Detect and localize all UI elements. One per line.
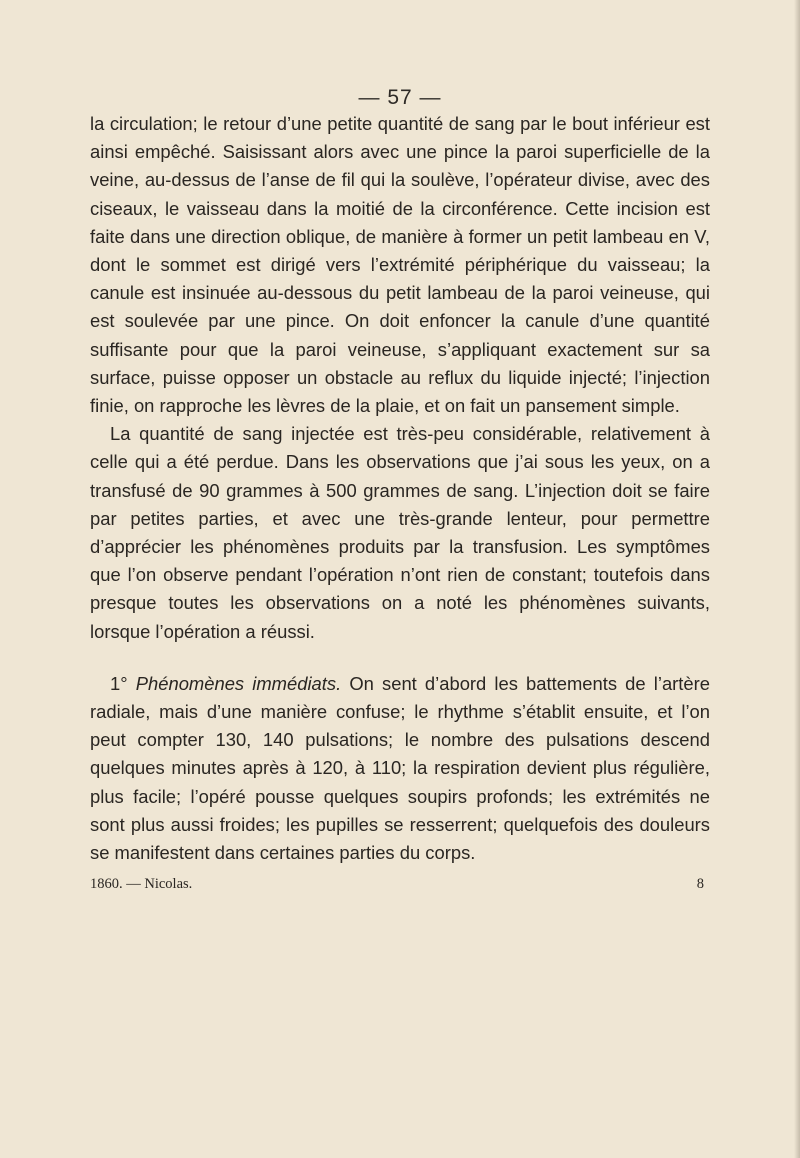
page-edge-shadow: [794, 0, 800, 1158]
section-number: 1°: [110, 672, 128, 694]
section-paragraph: [90, 670, 710, 867]
section-text: On sent d’abord les battements de l’artère radiale, mais d’une manière confuse; le rhythme s’établit ensuite, et l’on peut compter 130, 140 pulsations; le nombre des pulsations descend quelques minutes après à 120, à 110; la respiration devient plus régulière, plus facile; l’opéré pousse quelques soupirs profonds; les extrémités ne sont plus aussi froides; les pupilles se resserrent; quelquefois des douleurs se manifestent dans certaines parties du corps.: [90, 672, 710, 864]
body-text: [90, 110, 710, 867]
paragraph: la circulation; le retour d’une petite quantité de sang par le bout inférieur est ainsi empêché. Saisissant alors avec une pince la paroi superficielle de la veine, au-dessus de l’anse de fil qui la soulève, l’opérateur divise, avec des ciseaux, le vaisseau dans la moitié de la circonférence. Cette incision est faite dans une direction oblique, de manière à former un petit lambeau en V, dont le sommet est dirigé vers l’extrémité périphérique du vaisseau; la canule est insinuée au-dessous du petit lambeau de la paroi veineuse, qui est soulevée par une pince. On doit enfoncer la canule d’une quantité suffisante pour que la paroi veineuse, s’appliquant exactement sur sa surface, puisse opposer un obstacle au reflux du liquide injecté; l’injection finie, on rapproche les lèvres de la plaie, et on fait un pansement simple.: [90, 113, 710, 417]
page-number: — 57 —: [358, 86, 442, 109]
paragraph: La quantité de sang injectée est très-peu considérable, relativement à celle qui a été perdue. Dans les observations que j’ai sous les yeux, on a transfusé de 90 grammes à 500 grammes de sang. L’injection doit se faire par petites parties, et avec une très-grande lenteur, pour permettre d’apprécier les phénomènes produits par la transfusion. Les symptômes que l’on observe pendant l’opération n’ont rien de constant; toutefois dans presque toutes les observations on a noté les phénomènes suivants, lorsque l’opération a réussi.: [90, 423, 710, 642]
footer-signature: 1860. — Nicolas.: [90, 876, 193, 892]
section-title: Phénomènes immédiats.: [135, 672, 342, 694]
footer-sheet-number: 8: [696, 876, 704, 892]
